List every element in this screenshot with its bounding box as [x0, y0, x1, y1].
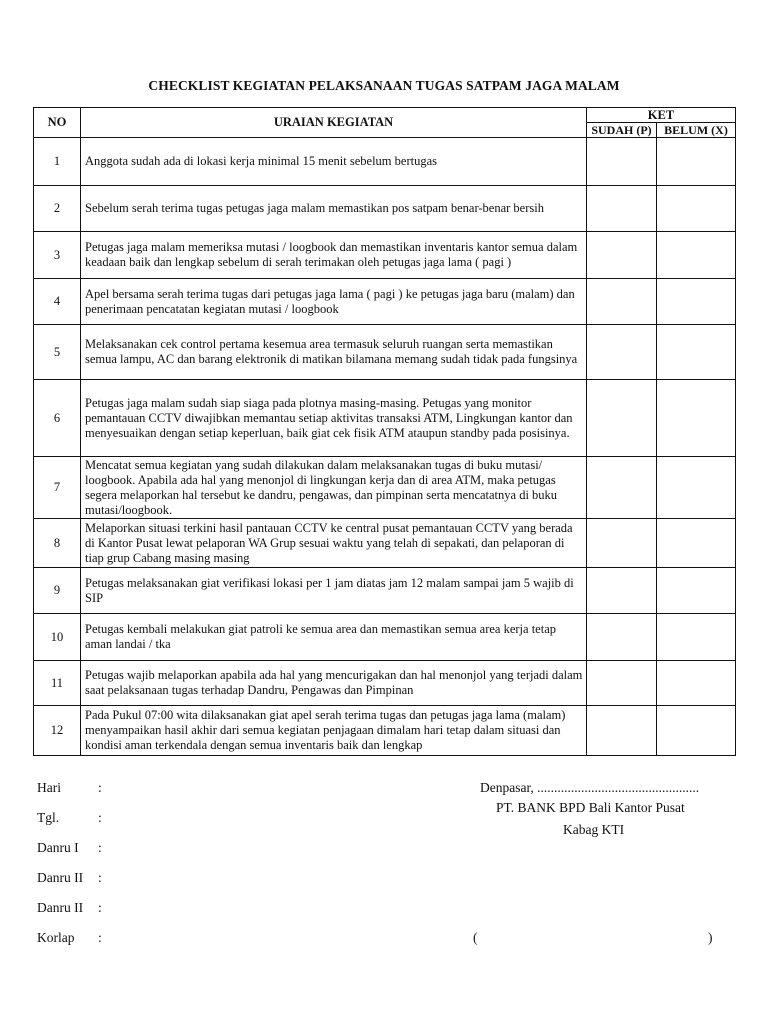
- table-row: [34, 138, 736, 186]
- belum-check-cell[interactable]: [657, 519, 736, 568]
- row-number: 1: [34, 138, 81, 186]
- belum-check-cell[interactable]: [657, 279, 736, 325]
- table-row: [34, 706, 736, 756]
- sudah-check-cell[interactable]: [587, 279, 657, 325]
- row-description: Melaporkan situasi terkini hasil pantauan CCTV ke central pusat pemantauan CCTV yang berada di Kantor Pusat lewat pelaporan WA Grup sesuai waktu yang telah di sepakati, dan pelaporan di tiap grup Cabang masing masing: [81, 519, 587, 568]
- row-description: Apel bersama serah terima tugas dari petugas jaga lama ( pagi ) ke petugas jaga baru (malam) dan penerimaan pencatatan kegiatan mutasi / loogbook: [81, 279, 587, 325]
- table-row: [34, 457, 736, 519]
- header-ket: KET: [587, 108, 736, 123]
- sudah-check-cell[interactable]: [587, 614, 657, 661]
- table-row: [34, 232, 736, 279]
- row-number: 7: [34, 457, 81, 519]
- document-title: CHECKLIST KEGIATAN PELAKSANAAN TUGAS SATPAM JAGA MALAM: [148, 78, 620, 93]
- field-danru-2b: [37, 900, 102, 916]
- table-row: [34, 325, 736, 380]
- belum-check-cell[interactable]: [657, 380, 736, 457]
- signer-position: Kabag KTI: [563, 822, 625, 837]
- row-number: 4: [34, 279, 81, 325]
- belum-check-cell[interactable]: [657, 232, 736, 279]
- header-no: NO: [34, 108, 81, 138]
- belum-check-cell[interactable]: [657, 614, 736, 661]
- row-number: 6: [34, 380, 81, 457]
- row-number: 10: [34, 614, 81, 661]
- field-colon: :: [98, 900, 102, 915]
- field-colon: :: [98, 870, 102, 885]
- row-description: Petugas wajib melaporkan apabila ada hal yang mencurigakan dan hal menonjol yang terjadi dalam saat pelaksanaan tugas terhadap Dandru, Pengawas dan Pimpinan: [81, 661, 587, 706]
- sudah-check-cell[interactable]: [587, 706, 657, 756]
- row-description: Anggota sudah ada di lokasi kerja minimal 15 menit sebelum bertugas: [81, 138, 587, 186]
- company-name: PT. BANK BPD Bali Kantor Pusat: [496, 800, 685, 815]
- row-number: 3: [34, 232, 81, 279]
- table-row: [34, 614, 736, 661]
- table-row: [34, 519, 736, 568]
- sudah-check-cell[interactable]: [587, 380, 657, 457]
- belum-check-cell[interactable]: [657, 457, 736, 519]
- row-description: Petugas kembali melakukan giat patroli ke semua area dan memastikan semua area kerja tetap aman landai / tka: [81, 614, 587, 661]
- sudah-check-cell[interactable]: [587, 138, 657, 186]
- row-number: 5: [34, 325, 81, 380]
- sudah-check-cell[interactable]: [587, 519, 657, 568]
- table-row: [34, 568, 736, 614]
- field-label: Danru I: [37, 840, 79, 855]
- sudah-check-cell[interactable]: [587, 661, 657, 706]
- table-row: [34, 661, 736, 706]
- belum-check-cell[interactable]: [657, 325, 736, 380]
- table-row: [34, 380, 736, 457]
- field-hari: [37, 780, 102, 796]
- field-colon: :: [98, 780, 102, 795]
- sudah-check-cell[interactable]: [587, 457, 657, 519]
- row-number: 8: [34, 519, 81, 568]
- row-number: 11: [34, 661, 81, 706]
- header-belum: BELUM (X): [657, 123, 736, 138]
- belum-check-cell[interactable]: [657, 706, 736, 756]
- sudah-check-cell[interactable]: [587, 186, 657, 232]
- sudah-check-cell[interactable]: [587, 232, 657, 279]
- field-korlap: [37, 930, 102, 946]
- sudah-check-cell[interactable]: [587, 568, 657, 614]
- field-label: Danru II: [37, 900, 84, 915]
- field-label: Korlap: [37, 930, 75, 945]
- row-description: Petugas melaksanakan giat verifikasi lokasi per 1 jam diatas jam 12 malam sampai jam 5 wajib di SIP: [81, 568, 587, 614]
- row-description: Pada Pukul 07:00 wita dilaksanakan giat apel serah terima tugas dan petugas jaga lama (malam) menyampaikan hasil akhir dari semua kegiatan penjagaan dimalam hari tetap dalam situasi dan kondisi aman terkendala dengan semua inventaris baik dan lengkap: [81, 706, 587, 756]
- signature-open-paren: (: [473, 930, 478, 945]
- field-label: Tgl.: [37, 810, 60, 825]
- checklist-table: [33, 107, 736, 756]
- table-row: [34, 279, 736, 325]
- field-colon: :: [98, 840, 102, 855]
- header-uraian: URAIAN KEGIATAN: [81, 108, 587, 138]
- row-number: 9: [34, 568, 81, 614]
- belum-check-cell[interactable]: [657, 138, 736, 186]
- field-label: Hari: [37, 780, 61, 795]
- header-sudah: SUDAH (P): [587, 123, 657, 138]
- row-description: Petugas jaga malam memeriksa mutasi / loogbook dan memastikan inventaris kantor semua dalam keadaan baik dan lengkap sebelum di serah terimakan oleh petugas jaga lama ( pagi ): [81, 232, 587, 279]
- field-label: Danru II: [37, 870, 84, 885]
- row-description: Sebelum serah terima tugas petugas jaga malam memastikan pos satpam benar-benar bersih: [81, 186, 587, 232]
- row-number: 12: [34, 706, 81, 756]
- row-description: Mencatat semua kegiatan yang sudah dilakukan dalam melaksanakan tugas di buku mutasi/ loogbook. Apabila ada hal yang menonjol di lingkungan kerja dan di area ATM, maka petugas segera melaporkan hal tersebut ke dandru, pengawas, dan pimpinan serta mencatatnya di buku mutasi/loogbook.: [81, 457, 587, 519]
- row-description: Petugas jaga malam sudah siap siaga pada plotnya masing-masing. Petugas yang monitor pemantauan CCTV diwajibkan memantau setiap aktivitas transaksi ATM, Lingkungan kantor dan menyesuaikan dengan setiap keperluan, baik giat cek fisik ATM ataupun standby pada posisinya.: [81, 380, 587, 457]
- row-description: Melaksanakan cek control pertama kesemua area termasuk seluruh ruangan serta memastikan semua lampu, AC dan barang elektronik di matikan bilamana memang sudah tidak pada fungsinya: [81, 325, 587, 380]
- sudah-check-cell[interactable]: [587, 325, 657, 380]
- table-row: [34, 186, 736, 232]
- field-colon: :: [98, 810, 102, 825]
- signature-close-paren: ): [708, 930, 713, 945]
- belum-check-cell[interactable]: [657, 661, 736, 706]
- row-number: 2: [34, 186, 81, 232]
- field-tgl: [37, 810, 102, 826]
- field-danru-2: [37, 870, 102, 886]
- belum-check-cell[interactable]: [657, 568, 736, 614]
- field-danru-1: [37, 840, 102, 856]
- place-date: Denpasar, ................................................: [480, 780, 700, 795]
- belum-check-cell[interactable]: [657, 186, 736, 232]
- field-colon: :: [98, 930, 102, 945]
